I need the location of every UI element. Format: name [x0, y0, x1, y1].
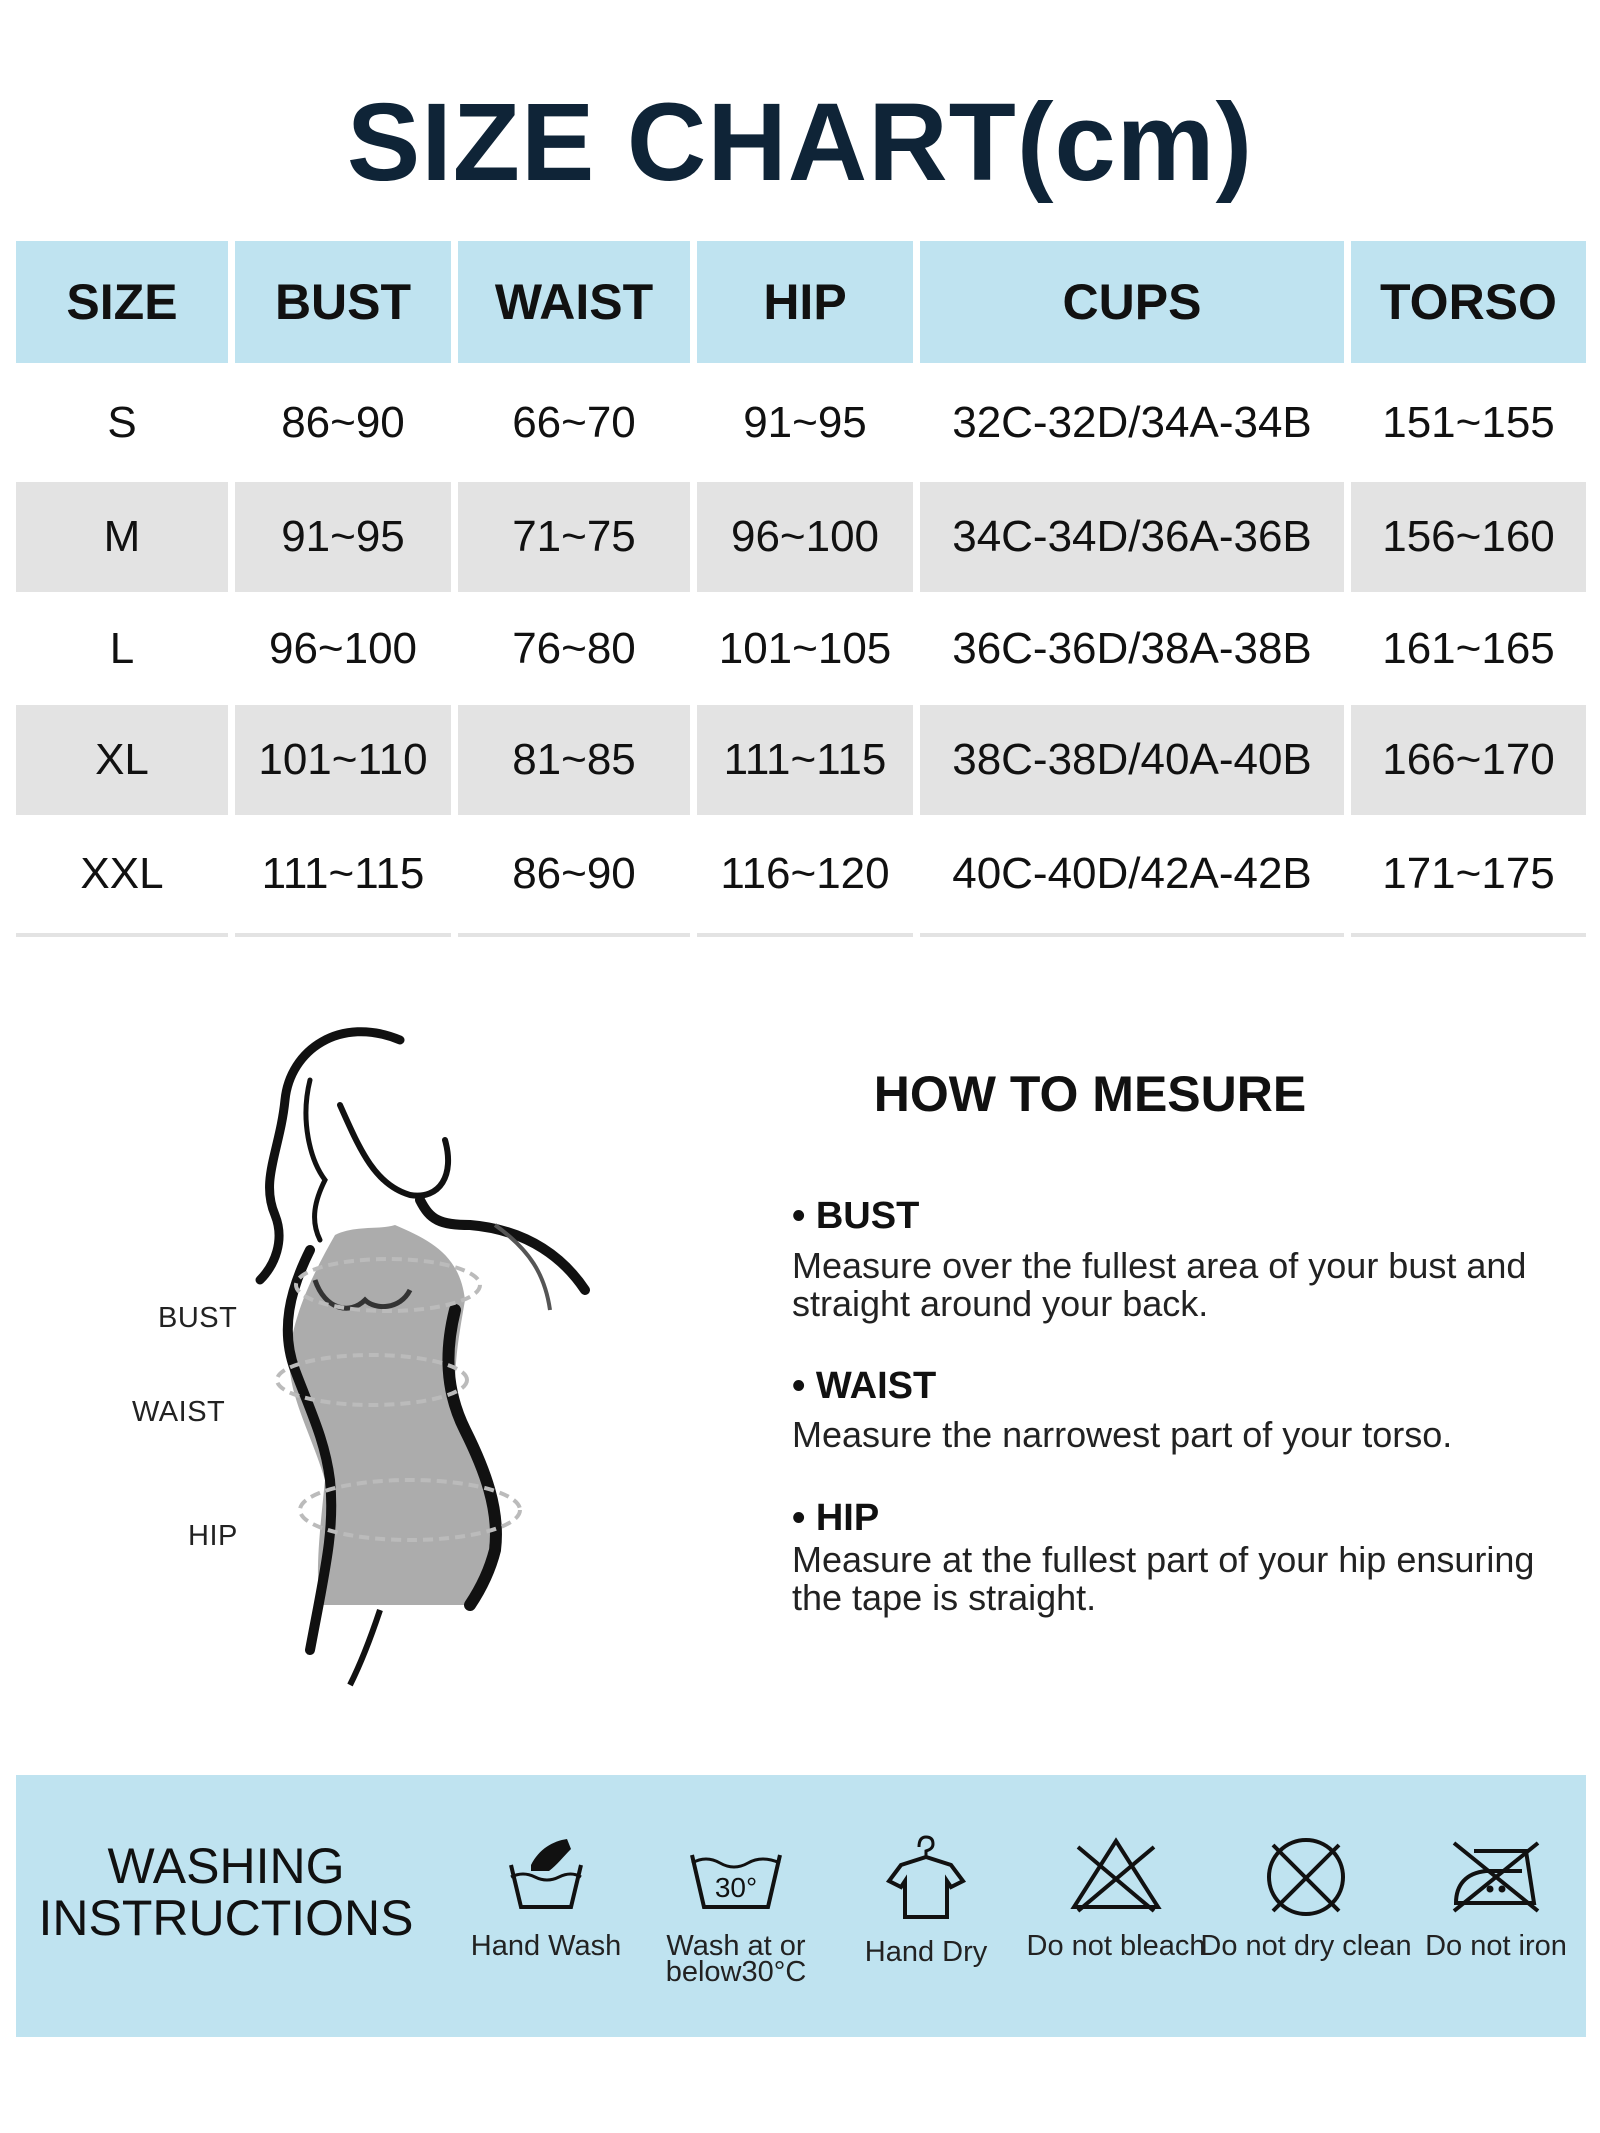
measure-hip-heading: • HIP [792, 1497, 880, 1539]
cell-bust: 96~100 [268, 623, 418, 673]
cell-size: XL [16, 705, 228, 815]
cell-hip: 96~100 [697, 482, 913, 592]
cell-hip: 111~115 [697, 705, 913, 815]
washing-instructions-panel [16, 1775, 1586, 2037]
cell-size: L [109, 623, 135, 673]
table-row [16, 705, 1586, 815]
care-label: Do not bleach [1026, 1930, 1206, 1962]
cell-torso: 151~155 [1351, 363, 1586, 486]
care-hand-wash [436, 1835, 656, 1962]
cell-hip: 101~105 [718, 623, 892, 673]
cell-cups: 36C-36D/38A-38B [952, 623, 1312, 673]
header-waist: WAIST [458, 241, 690, 363]
cell-cups: 38C-38D/40A-40B [920, 705, 1344, 815]
measure-hip-desc: Measure at the fullest part of your hip ensuring the tape is straight. [792, 1539, 1535, 1618]
cell-bust: 111~115 [235, 815, 451, 937]
table-header-row [16, 241, 1586, 363]
header-size: SIZE [16, 241, 228, 363]
measure-bust-desc: Measure over the fullest area of your bust and straight around your back. [792, 1245, 1527, 1324]
figure-label-waist: WAIST [132, 1396, 226, 1428]
cell-cups: 34C-34D/36A-36B [920, 482, 1344, 592]
cell-cups: 32C-32D/34A-34B [920, 363, 1344, 486]
wash-30-icon [686, 1835, 786, 1915]
cell-bust: 101~110 [235, 705, 451, 815]
table-row [16, 592, 1586, 705]
header-bust: BUST [235, 241, 451, 363]
cell-waist: 71~75 [458, 482, 690, 592]
cell-waist: 86~90 [458, 815, 690, 937]
do-not-dry-clean-icon [1261, 1835, 1351, 1919]
header-hip: HIP [697, 241, 913, 363]
care-label: Hand Dry [864, 1936, 988, 1968]
cell-waist: 66~70 [458, 363, 690, 486]
hand-dry-icon [881, 1835, 971, 1921]
cell-bust: 86~90 [235, 363, 451, 486]
care-label: Wash at or below30°C [665, 1930, 807, 1988]
table-row [16, 482, 1586, 592]
care-do-not-iron [1386, 1835, 1600, 1962]
cell-torso: 156~160 [1351, 482, 1586, 592]
care-do-not-dry-clean [1196, 1835, 1416, 1962]
header-cups: CUPS [920, 241, 1344, 363]
cell-waist: 76~80 [512, 623, 636, 673]
care-wash-30 [626, 1835, 846, 1988]
hand-wash-icon [501, 1835, 591, 1915]
cell-cups: 40C-40D/42A-42B [920, 815, 1344, 937]
cell-hip: 91~95 [697, 363, 913, 486]
care-do-not-bleach [1006, 1835, 1226, 1962]
care-label: Hand Wash [470, 1930, 622, 1962]
cell-size: XXL [16, 815, 228, 937]
measure-waist-heading: • WAIST [792, 1365, 937, 1407]
table-row [16, 815, 1586, 933]
cell-size: M [16, 482, 228, 592]
care-hand-dry [816, 1835, 1036, 1968]
washing-title: WASHING INSTRUCTIONS [38, 1838, 414, 1946]
page-title: SIZE CHART(cm) [346, 81, 1254, 204]
measure-bust-heading: • BUST [792, 1195, 920, 1237]
care-label: Do not dry clean [1200, 1930, 1412, 1962]
cell-size: S [16, 363, 228, 486]
figure-label-hip: HIP [188, 1520, 238, 1552]
wash-temp-text: 30° [714, 1872, 758, 1903]
how-to-measure-title: HOW TO MESURE [873, 1066, 1307, 1122]
body-measure-figure [110, 1010, 630, 1690]
care-label: Do not iron [1425, 1930, 1567, 1962]
header-torso: TORSO [1351, 241, 1586, 363]
cell-torso: 171~175 [1351, 815, 1586, 937]
do-not-bleach-icon [1066, 1835, 1166, 1915]
measure-waist-desc: Measure the narrowest part of your torso. [792, 1414, 1453, 1455]
cell-waist: 81~85 [458, 705, 690, 815]
cell-torso: 161~165 [1382, 623, 1555, 673]
figure-label-bust: BUST [158, 1302, 238, 1334]
cell-torso: 166~170 [1351, 705, 1586, 815]
table-row [16, 363, 1586, 482]
body-silhouette-icon [110, 1010, 630, 1690]
cell-bust: 91~95 [235, 482, 451, 592]
cell-hip: 116~120 [697, 815, 913, 937]
do-not-iron-icon [1446, 1835, 1546, 1915]
